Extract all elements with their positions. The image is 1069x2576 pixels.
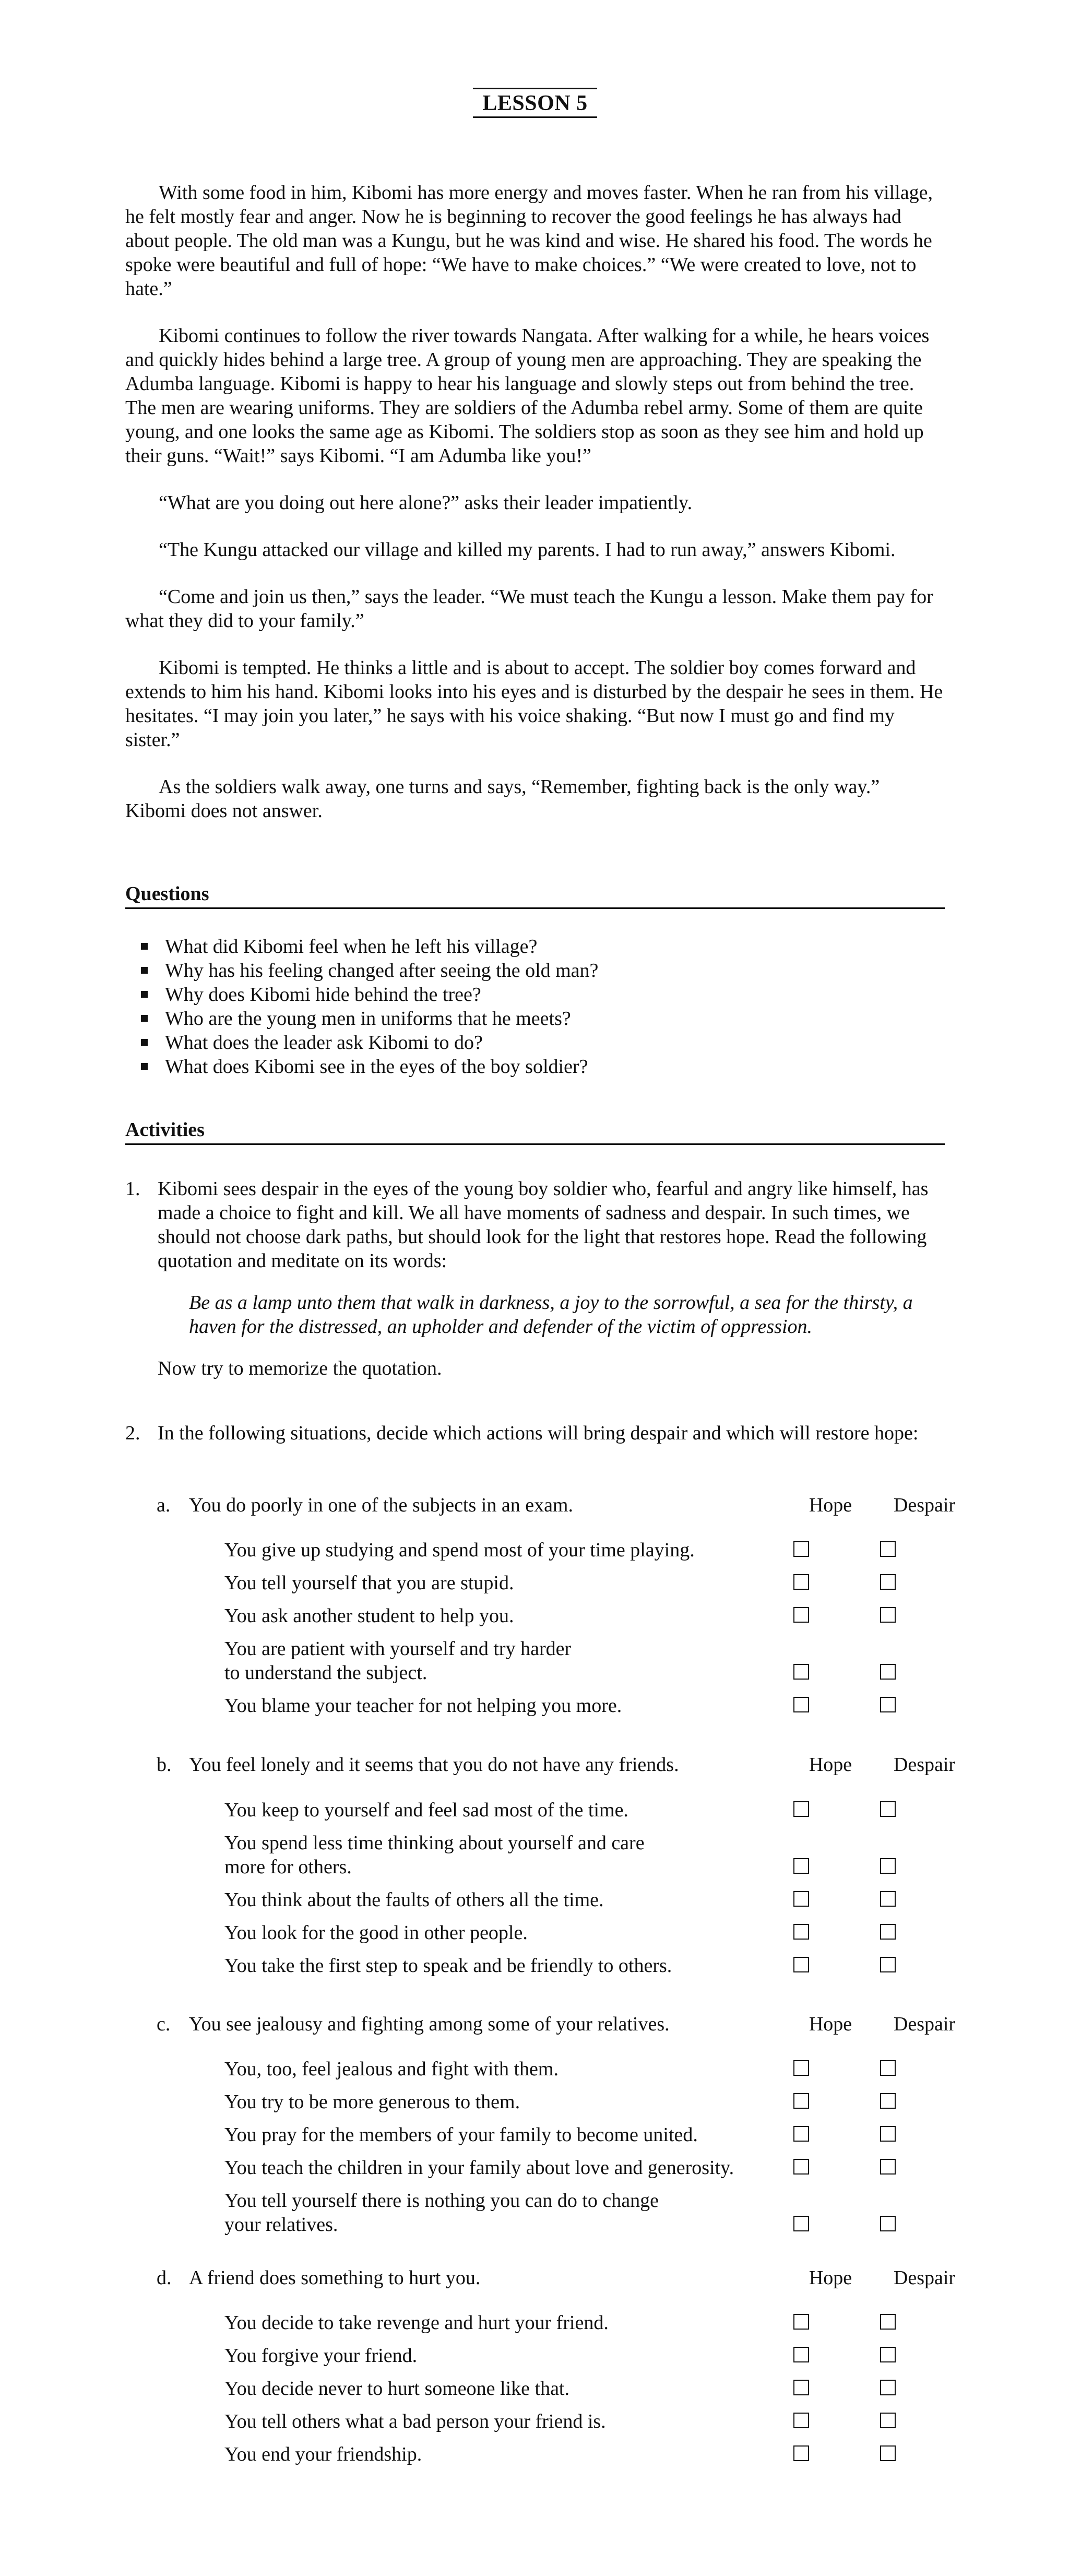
situation-text: You see jealousy and fighting among some of your relatives. [189, 2013, 670, 2035]
option-text: You pray for the members of your family to become united. [224, 2124, 698, 2146]
option-text: You decide never to hurt someone like that. [224, 2378, 569, 2400]
activity-text: In the following situations, decide which actions will bring despair and which will restore hope: [158, 1422, 919, 1444]
hope-checkbox[interactable] [793, 1957, 809, 1972]
despair-checkbox[interactable] [880, 2347, 896, 2362]
option-text: You try to be more generous to them. [224, 2091, 520, 2113]
story-paragraph: As the soldiers walk away, one turns and says, “Remember, fighting back is the only way.” Kibomi does not answer. [125, 776, 880, 822]
despair-checkbox[interactable] [880, 1924, 896, 1940]
activity-number: 2. [125, 1422, 140, 1444]
activity-instruction: Now try to memorize the quotation. [158, 1357, 442, 1379]
story-text [125, 181, 945, 846]
despair-checkbox[interactable] [880, 2126, 896, 2142]
question-text: Why does Kibomi hide behind the tree? [165, 984, 481, 1006]
list-item [141, 1007, 924, 1031]
question-text: What does the leader ask Kibomi to do? [165, 1032, 483, 1054]
hope-column-label: Hope [809, 1754, 852, 1776]
despair-checkbox[interactable] [880, 1697, 896, 1712]
hope-checkbox[interactable] [793, 1697, 809, 1712]
hope-checkbox[interactable] [793, 1858, 809, 1874]
questions-heading: Questions [125, 882, 945, 909]
option-row [224, 1538, 945, 1562]
option-row [224, 2311, 945, 2335]
hope-column-label: Hope [809, 1494, 852, 1516]
despair-checkbox[interactable] [880, 1891, 896, 1907]
activity-1 [125, 1177, 945, 1380]
situation-letter: c. [157, 2013, 171, 2035]
option-row [224, 1637, 945, 1685]
despair-column-label: Despair [893, 2267, 956, 2289]
despair-column-label: Despair [893, 1494, 956, 1516]
option-text: You give up studying and spend most of your time playing. [224, 1539, 695, 1561]
option-text: You spend less time thinking about yourself and care more for others. [224, 1832, 645, 1878]
situation-text: A friend does something to hurt you. [189, 2267, 481, 2289]
option-row [224, 1694, 945, 1718]
hope-checkbox[interactable] [793, 1801, 809, 1817]
situation-letter: d. [157, 2267, 172, 2289]
option-text: You decide to take revenge and hurt your friend. [224, 2312, 609, 2334]
despair-checkbox[interactable] [880, 2093, 896, 2109]
quotation: Be as a lamp unto them that walk in darkness, a joy to the sorrowful, a sea for the thirsty, a haven for the distressed, an upholder and defender of the victim of oppression. [189, 1292, 913, 1338]
questions-list [141, 935, 924, 1079]
question-text: What does Kibomi see in the eyes of the boy soldier? [165, 1056, 588, 1078]
question-text: Why has his feeling changed after seeing the old man? [165, 960, 599, 982]
option-text: You think about the faults of others all the time. [224, 1889, 604, 1911]
hope-checkbox[interactable] [793, 1574, 809, 1590]
despair-checkbox[interactable] [880, 2216, 896, 2231]
hope-checkbox[interactable] [793, 2380, 809, 2395]
list-item [141, 935, 924, 959]
situation-text: You feel lonely and it seems that you do not have any friends. [189, 1754, 679, 1776]
list-item [141, 1031, 924, 1055]
option-row [224, 2344, 945, 2368]
list-item [141, 1055, 924, 1079]
hope-checkbox[interactable] [793, 2413, 809, 2428]
option-text: You blame your teacher for not helping you more. [224, 1695, 622, 1717]
option-row [224, 2156, 945, 2180]
bullet-icon [141, 943, 148, 950]
hope-checkbox[interactable] [793, 1664, 809, 1680]
question-text: Who are the young men in uniforms that he meets? [165, 1008, 571, 1030]
option-text: You tell yourself that you are stupid. [224, 1572, 514, 1594]
hope-checkbox[interactable] [793, 2216, 809, 2231]
despair-checkbox[interactable] [880, 1957, 896, 1972]
hope-checkbox[interactable] [793, 2060, 809, 2076]
list-item [141, 959, 924, 983]
option-text: You look for the good in other people. [224, 1922, 528, 1944]
despair-checkbox[interactable] [880, 2380, 896, 2395]
option-row [224, 2409, 945, 2433]
option-text: You, too, feel jealous and fight with them. [224, 2058, 559, 2080]
hope-checkbox[interactable] [793, 1924, 809, 1940]
option-row [224, 1921, 945, 1945]
option-text: You tell others what a bad person your friend is. [224, 2410, 606, 2432]
hope-checkbox[interactable] [793, 2347, 809, 2362]
option-row [224, 2090, 945, 2114]
situation-letter: a. [157, 1494, 171, 1516]
option-row [224, 1571, 945, 1595]
option-row [224, 1954, 945, 1978]
lesson-title [125, 88, 945, 118]
activity-text: Kibomi sees despair in the eyes of the young boy soldier who, fearful and angry like himself, has made a choice to fight and kill. We all have moments of sadness and despair. In such times, we should not choose dark paths, but should look for the light that restores hope. Read the following quotation and meditate on its words: [158, 1178, 929, 1272]
bullet-icon [141, 967, 148, 974]
story-paragraph: Kibomi is tempted. He thinks a little and is about to accept. The soldier boy comes forward and extends to him his hand. Kibomi looks into his eyes and is disturbed by the despair he sees in them. He hesitates. “I may join you later,” he says with his voice shaking. “But now I must go and find my sister.” [125, 657, 943, 751]
option-row [224, 2123, 945, 2147]
hope-checkbox[interactable] [793, 1541, 809, 1557]
hope-checkbox[interactable] [793, 2445, 809, 2461]
despair-column-label: Despair [893, 2013, 956, 2035]
option-row [224, 2377, 945, 2401]
option-row [224, 2189, 945, 2237]
story-paragraph: “The Kungu attacked our village and killed my parents. I had to run away,” answers Kibomi. [159, 539, 896, 561]
despair-checkbox[interactable] [880, 2159, 896, 2175]
despair-checkbox[interactable] [880, 1858, 896, 1874]
hope-checkbox[interactable] [793, 1607, 809, 1623]
bullet-icon [141, 1063, 148, 1070]
option-text: You forgive your friend. [224, 2345, 418, 2367]
activity-2 [125, 1421, 945, 1445]
option-row [224, 1888, 945, 1912]
despair-checkbox[interactable] [880, 2314, 896, 2330]
option-text: You tell yourself there is nothing you can do to change your relatives. [224, 2190, 659, 2236]
option-text: You teach the children in your family about love and generosity. [224, 2157, 734, 2179]
option-text: You take the first step to speak and be friendly to others. [224, 1955, 672, 1977]
despair-checkbox[interactable] [880, 2445, 896, 2461]
bullet-icon [141, 1015, 148, 1022]
hope-column-label: Hope [809, 2267, 852, 2289]
situation-text: You do poorly in one of the subjects in an exam. [189, 1494, 573, 1516]
option-row [224, 2442, 945, 2466]
lesson-title-text: LESSON 5 [473, 88, 597, 118]
option-row [224, 1604, 945, 1628]
story-paragraph: “Come and join us then,” says the leader. “We must teach the Kungu a lesson. Make them pay for what they did to your family.” [125, 586, 933, 632]
hope-checkbox[interactable] [793, 1891, 809, 1907]
story-paragraph: Kibomi continues to follow the river towards Nangata. After walking for a while, he hears voices and quickly hides behind a large tree. A group of young men are approaching. They are speaking the Adumba language. Kibomi is happy to hear his language and slowly steps out from behind the tree. The men are wearing uniforms. They are soldiers of the Adumba rebel army. Some of them are quite young, and one looks the same age as Kibomi. The soldiers stop as soon as they see him and hold up their guns. “Wait!” says Kibomi. “I am Adumba like you!” [125, 325, 930, 467]
option-row [224, 2057, 945, 2081]
bullet-icon [141, 991, 148, 998]
despair-checkbox[interactable] [880, 1607, 896, 1623]
hope-checkbox[interactable] [793, 2126, 809, 2142]
activity-number: 1. [125, 1178, 140, 1200]
hope-column-label: Hope [809, 2013, 852, 2035]
option-text: You ask another student to help you. [224, 1605, 514, 1627]
option-row [224, 1798, 945, 1822]
despair-checkbox[interactable] [880, 1664, 896, 1680]
list-item [141, 983, 924, 1007]
situation-letter: b. [157, 1754, 172, 1776]
option-text: You keep to yourself and feel sad most of the time. [224, 1799, 628, 1821]
despair-checkbox[interactable] [880, 1541, 896, 1557]
option-text: You end your friendship. [224, 2443, 422, 2465]
hope-checkbox[interactable] [793, 2159, 809, 2175]
story-paragraph: With some food in him, Kibomi has more energy and moves faster. When he ran from his village, he felt mostly fear and anger. Now he is beginning to recover the good feelings he has always had about people. The old man was a Kungu, but he was kind and wise. He shared his food. The words he spoke were beautiful and full of hope: “We have to make choices.” “We were created to love, not to hate.” [125, 182, 933, 300]
option-row [224, 1831, 945, 1879]
option-text: You are patient with yourself and try harder to understand the subject. [224, 1638, 572, 1684]
question-text: What did Kibomi feel when he left his village? [165, 936, 538, 958]
despair-checkbox[interactable] [880, 1801, 896, 1817]
activities-heading: Activities [125, 1118, 945, 1145]
despair-column-label: Despair [893, 1754, 956, 1776]
despair-checkbox[interactable] [880, 2413, 896, 2428]
despair-checkbox[interactable] [880, 2060, 896, 2076]
hope-checkbox[interactable] [793, 2093, 809, 2109]
despair-checkbox[interactable] [880, 1574, 896, 1590]
story-paragraph: “What are you doing out here alone?” asks their leader impatiently. [159, 492, 693, 514]
bullet-icon [141, 1039, 148, 1046]
hope-checkbox[interactable] [793, 2314, 809, 2330]
